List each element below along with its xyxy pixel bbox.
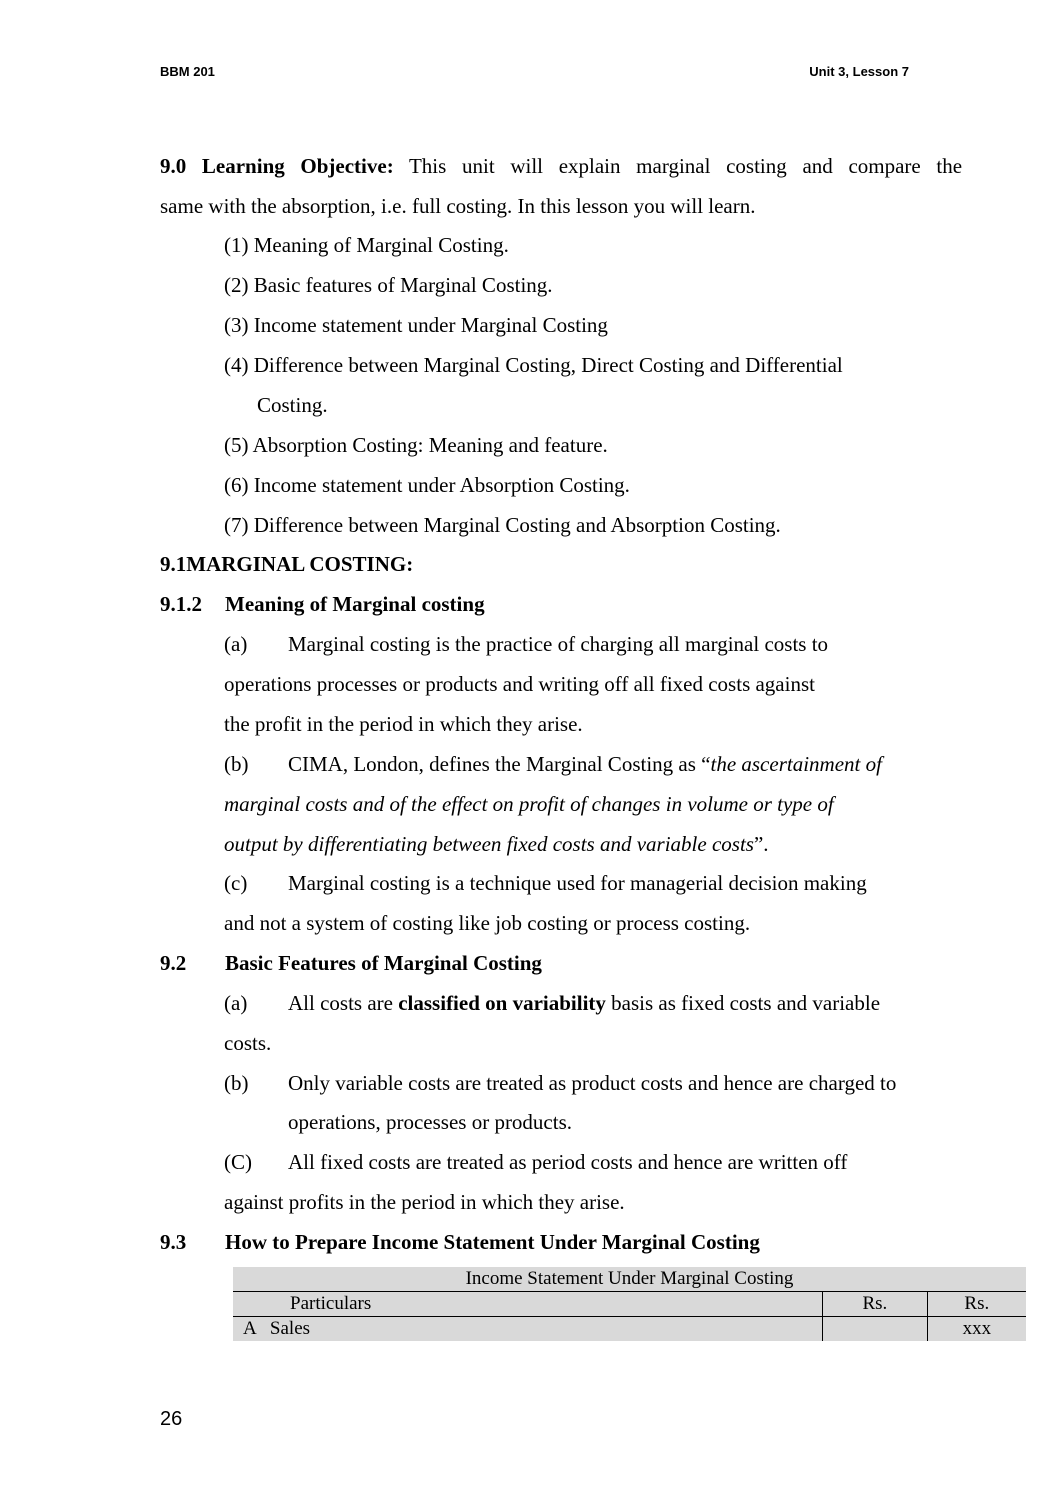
paragraph-c-line-2: and not a system of costing like job costing or process costing. xyxy=(224,911,751,935)
intro-line-2: same with the absorption, i.e. full costing. In this lesson you will learn. xyxy=(160,194,756,218)
objective-item: (5) Absorption Costing: Meaning and feature. xyxy=(224,433,608,457)
objective-item: (1) Meaning of Marginal Costing. xyxy=(224,233,509,257)
section-heading-9-1-2 xyxy=(160,584,485,624)
section-number: 9.2 xyxy=(160,951,187,975)
table-title-row xyxy=(233,1267,1026,1292)
running-header-unit: Unit 3, Lesson 7 xyxy=(809,64,909,79)
feature-b-line-2: operations, processes or products. xyxy=(288,1110,573,1134)
paragraph-b-line-1: (b) CIMA, London, defines the Marginal Costing as “the ascertainment of xyxy=(224,744,882,784)
item-label: (C) xyxy=(224,1150,252,1174)
item-label: (b) xyxy=(224,752,249,776)
feature-c-line-2: against profits in the period in which they arise. xyxy=(224,1190,625,1214)
section-number: 9.1.2 xyxy=(160,592,202,616)
objective-item: (4) Difference between Marginal Costing, Direct Costing and Differential xyxy=(224,353,843,377)
item-label: (a) xyxy=(224,991,248,1015)
table-title: Income Statement Under Marginal Costing xyxy=(233,1267,1026,1292)
table-row xyxy=(233,1317,1026,1342)
paragraph-a-line-3: the profit in the period in which they arise. xyxy=(224,712,583,736)
objective-item: (3) Income statement under Marginal Costing xyxy=(224,313,608,337)
paragraph-c-line-1: (c) Marginal costing is a technique used for managerial decision making xyxy=(224,863,867,903)
row-label: A Sales xyxy=(233,1317,823,1342)
feature-c-line-1: (C) All fixed costs are treated as period costs and hence are written off xyxy=(224,1142,847,1182)
objective-item-continued: Costing. xyxy=(257,393,328,417)
intro-line-1: 9.0 Learning Objective: This unit will explain marginal costing and compare the xyxy=(160,154,963,178)
column-header-particulars: Particulars xyxy=(233,1292,823,1317)
objective-item: (2) Basic features of Marginal Costing. xyxy=(224,273,553,297)
emphasis-bold: classified on variability xyxy=(398,991,606,1015)
section-heading-9-3 xyxy=(160,1222,760,1262)
section-number: 9.3 xyxy=(160,1230,187,1254)
paragraph-a-line-1: (a) Marginal costing is the practice of charging all marginal costs to xyxy=(224,624,828,664)
section-heading-9-2 xyxy=(160,943,542,983)
section-heading-9-1: 9.1MARGINAL COSTING: xyxy=(160,552,414,576)
table-header-row xyxy=(233,1292,1026,1317)
column-header-rs: Rs. xyxy=(823,1292,928,1317)
section-title: Meaning of Marginal costing xyxy=(225,592,485,616)
paragraph-a-line-2: operations processes or products and writing off all fixed costs against xyxy=(224,672,815,696)
learning-objective-heading: 9.0 Learning Objective: xyxy=(160,154,394,178)
item-label: (c) xyxy=(224,871,248,895)
row-rs-2: xxx xyxy=(927,1317,1026,1342)
section-title: Basic Features of Marginal Costing xyxy=(225,951,542,975)
cima-definition-quote: the ascertainment of xyxy=(710,752,882,776)
section-title: How to Prepare Income Statement Under Marginal Costing xyxy=(225,1230,760,1254)
feature-a-line-1: (a) All costs are classified on variability basis as fixed costs and variable xyxy=(224,983,880,1023)
running-header-course: BBM 201 xyxy=(160,64,215,79)
feature-b-line-1: (b) Only variable costs are treated as product costs and hence are charged to xyxy=(224,1063,896,1103)
paragraph-b-line-3: output by differentiating between fixed costs and variable costs”. xyxy=(224,832,769,856)
row-rs-1 xyxy=(823,1317,928,1342)
income-statement-table xyxy=(233,1267,1026,1341)
objective-item: (7) Difference between Marginal Costing and Absorption Costing. xyxy=(224,513,781,537)
column-header-rs: Rs. xyxy=(927,1292,1026,1317)
item-label: (b) xyxy=(224,1071,249,1095)
feature-a-line-2: costs. xyxy=(224,1031,272,1055)
item-label: (a) xyxy=(224,632,248,656)
page-number: 26 xyxy=(160,1408,183,1430)
paragraph-b-line-2: marginal costs and of the effect on profit of changes in volume or type of xyxy=(224,792,834,816)
objective-item: (6) Income statement under Absorption Costing. xyxy=(224,473,630,497)
